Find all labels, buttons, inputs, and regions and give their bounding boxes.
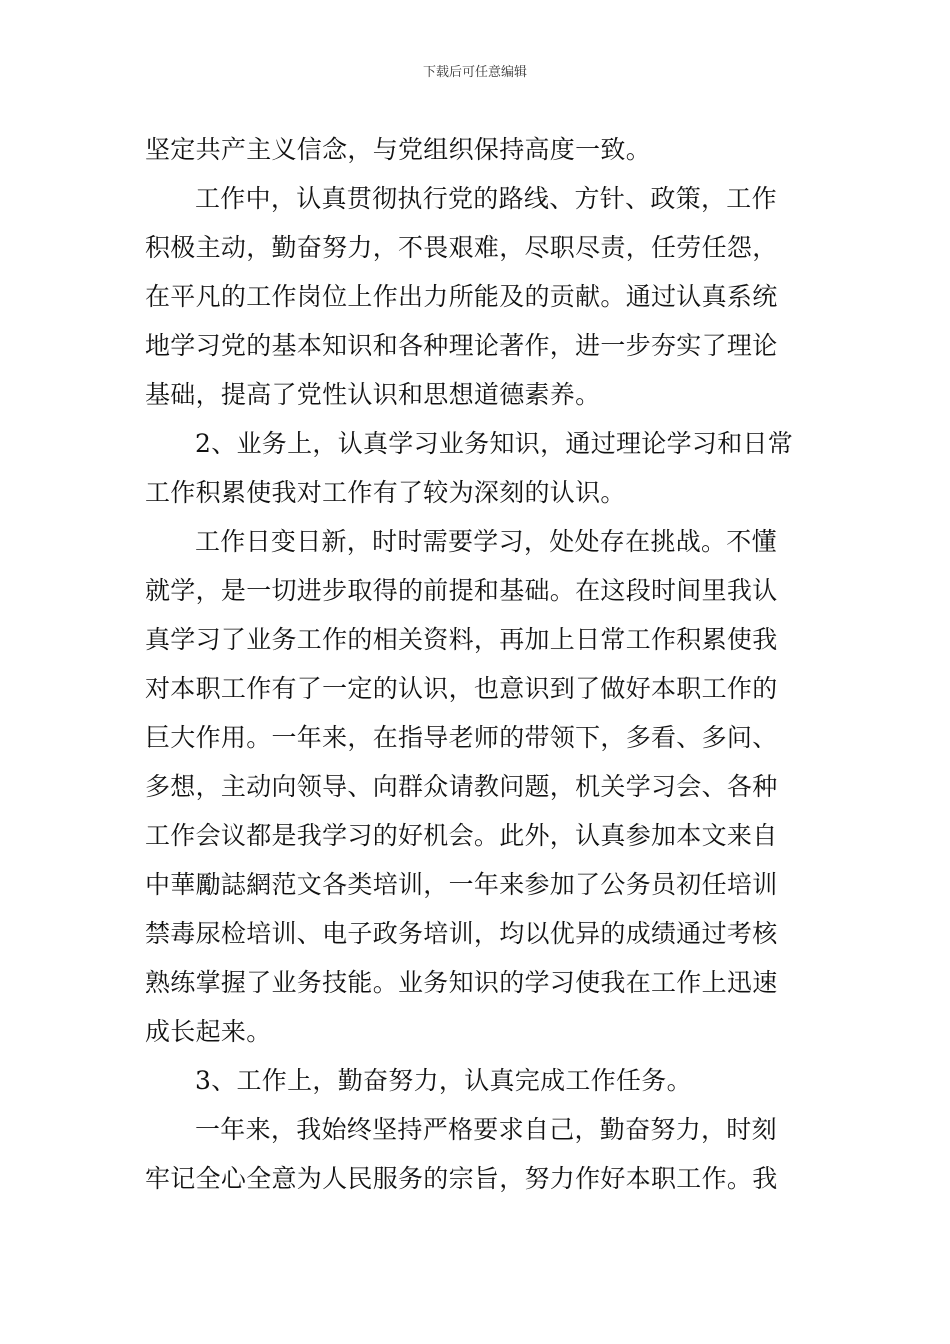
text-line: 地学习党的基本知识和各种理论著作，进一步夯实了理论 [145, 331, 778, 360]
text-line: 多想，主动向领导、向群众请教问题，机关学习会、各种 [145, 772, 778, 801]
page-header: 下载后可任意编辑 [422, 65, 527, 80]
text-line: 工作中，认真贯彻执行党的路线、方针、政策，工作 [195, 184, 777, 213]
text-line: 在平凡的工作岗位上作出力所能及的贡献。通过认真系统 [145, 282, 778, 311]
text-line: 禁毒尿检培训、电子政务培训，均以优异的成绩通过考核 [145, 919, 778, 948]
text-line: 一年来，我始终坚持严格要求自己，勤奋努力，时刻 [195, 1115, 777, 1144]
text-line: 成长起来。 [145, 1017, 272, 1046]
text-line: 牢记全心全意为人民服务的宗旨，努力作好本职工作。我 [145, 1164, 778, 1193]
text-line: 巨大作用。一年来，在指导老师的带领下，多看、多问、 [145, 723, 778, 752]
text-line: 3、工作上，勤奋努力，认真完成工作任务。 [195, 1066, 692, 1095]
text-line: 工作会议都是我学习的好机会。此外，认真参加本文来自 [145, 821, 778, 850]
text-line: 坚定共产主义信念，与党组织保持高度一致。 [145, 135, 652, 164]
text-line: 真学习了业务工作的相关资料，再加上日常工作积累使我 [145, 625, 778, 654]
text-line: 2、业务上，认真学习业务知识，通过理论学习和日常 [195, 429, 794, 458]
text-line: 工作日变日新，时时需要学习，处处存在挑战。不懂 [195, 527, 777, 556]
text-line: 熟练掌握了业务技能。业务知识的学习使我在工作上迅速 [145, 968, 778, 997]
text-line: 中華勵誌網范文各类培训，一年来参加了公务员初任培训 [145, 870, 778, 899]
text-line: 基础，提高了党性认识和思想道德素养。 [145, 380, 601, 409]
text-line: 积极主动，勤奋努力，不畏艰难，尽职尽责，任劳任怨， [145, 233, 778, 262]
document-body [145, 125, 810, 1203]
text-line: 对本职工作有了一定的认识，也意识到了做好本职工作的 [145, 674, 778, 703]
text-line: 工作积累使我对工作有了较为深刻的认识。 [145, 478, 626, 507]
text-line: 就学，是一切进步取得的前提和基础。在这段时间里我认 [145, 576, 778, 605]
